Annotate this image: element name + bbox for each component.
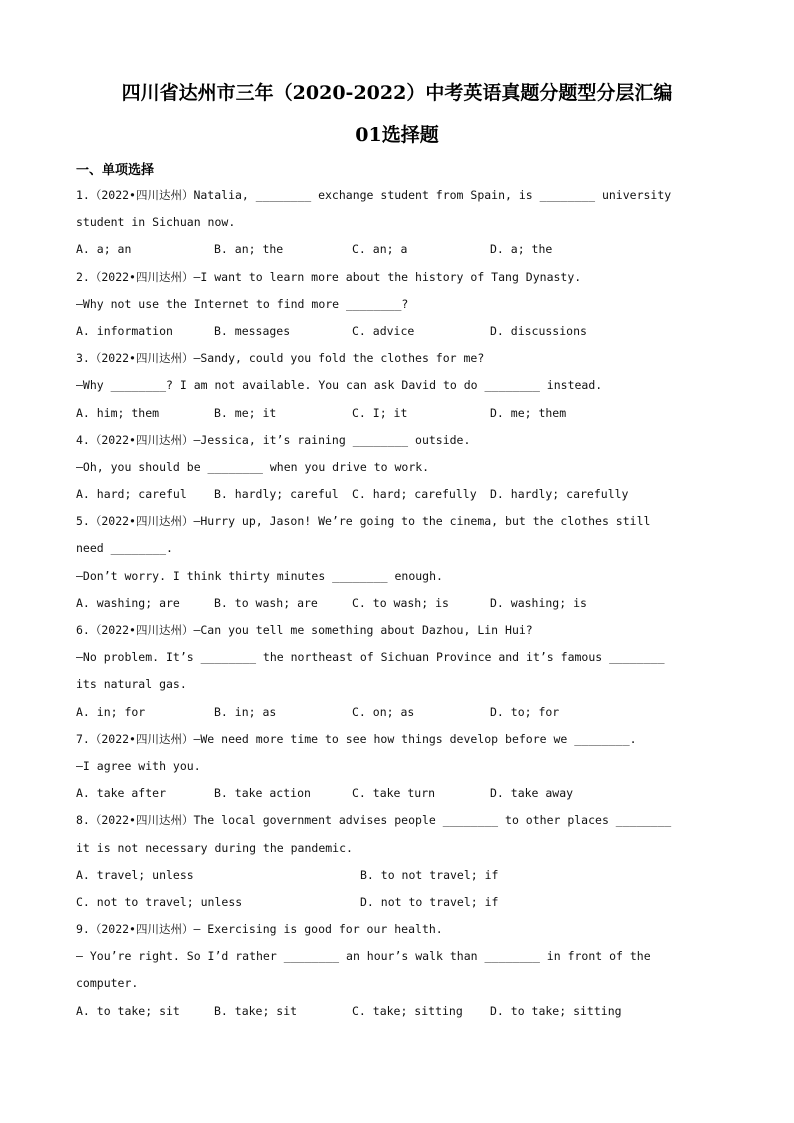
option-c: C. hard; carefully — [352, 487, 477, 502]
question-stem: 3.（2022•四川达州）—Sandy, could you fold the clothes for me? — [76, 351, 485, 366]
question-line: —Oh, you should be ________ when you drive to work. — [76, 459, 430, 474]
question-line: it is not necessary during the pandemic. — [76, 840, 353, 855]
question-item — [76, 264, 706, 346]
option-d: D. to take; sitting — [490, 1003, 622, 1018]
option-b: B. hardly; careful — [214, 487, 339, 502]
option-b: B. take; sit — [214, 1003, 298, 1018]
option-b: B. messages — [214, 323, 291, 338]
question-line: —Why ________? I am not available. You can ask David to do ________ instead. — [76, 378, 603, 393]
question-line: computer. — [76, 976, 139, 991]
question-item — [76, 508, 706, 617]
question-item — [76, 427, 706, 509]
option-c: C. advice — [352, 323, 415, 338]
option-d: D. a; the — [490, 242, 553, 257]
option-d: D. hardly; carefully — [490, 487, 629, 502]
question-line: —Why not use the Internet to find more ________? — [76, 296, 409, 311]
question-line: —Don’t worry. I think thirty minutes ________ enough. — [76, 568, 443, 583]
option-b: B. to not travel; if — [360, 867, 499, 882]
option-a: A. take after — [76, 786, 167, 801]
options-row — [76, 236, 706, 263]
options-row — [76, 998, 706, 1025]
option-c: C. an; a — [352, 242, 408, 257]
question-item — [76, 726, 706, 808]
question-item — [76, 807, 706, 916]
question-stem: 6.（2022•四川达州）—Can you tell me something about Dazhou, Lin Hui? — [76, 623, 533, 637]
option-d: D. washing; is — [490, 595, 587, 610]
question-line: its natural gas. — [76, 677, 187, 692]
options-row — [76, 590, 706, 617]
options-row — [76, 862, 706, 889]
question-stem: 2.（2022•四川达州）—I want to learn more about the history of Tang Dynasty. — [76, 269, 582, 284]
option-d: D. to; for — [490, 704, 560, 719]
option-c: C. on; as — [352, 704, 415, 719]
options-row — [76, 481, 706, 508]
question-line: —I agree with you. — [76, 758, 201, 773]
option-d: D. not to travel; if — [360, 894, 499, 909]
option-b: B. to wash; are — [214, 595, 318, 610]
option-a: A. information — [76, 323, 173, 338]
option-b: B. in; as — [214, 704, 277, 719]
question-stem: 7.（2022•四川达州）—We need more time to see how things develop before we ________. — [76, 731, 637, 746]
option-b: B. take action — [214, 786, 311, 801]
question-item — [76, 182, 706, 264]
question-line: —No problem. It’s ________ the northeast of Sichuan Province and it’s famous ________ — [76, 650, 665, 665]
option-a: A. to take; sit — [76, 1003, 180, 1018]
option-b: B. me; it — [214, 405, 277, 420]
options-row — [76, 318, 706, 345]
option-c: C. I; it — [352, 405, 408, 420]
section-heading: 一、单项选择 — [76, 163, 155, 178]
option-a: A. him; them — [76, 405, 160, 420]
options-row — [76, 400, 706, 427]
option-c: C. not to travel; unless — [76, 894, 243, 909]
options-row — [76, 699, 706, 726]
option-c: C. take turn — [352, 786, 436, 801]
question-stem: 1.（2022•四川达州）Natalia, ________ exchange student from Spain, is ________ university — [76, 188, 672, 202]
question-stem: 5.（2022•四川达州）—Hurry up, Jason! We’re going to the cinema, but the clothes still — [76, 514, 651, 529]
option-b: B. an; the — [214, 242, 284, 257]
options-row — [76, 780, 706, 807]
option-d: D. take away — [490, 786, 574, 801]
question-line: student in Sichuan now. — [76, 215, 236, 230]
option-d: D. me; them — [490, 405, 567, 420]
question-item — [76, 345, 706, 427]
document-subtitle: 01选择题 — [355, 124, 439, 146]
option-a: A. hard; careful — [76, 487, 187, 502]
question-list — [76, 182, 706, 1025]
question-stem: 8.（2022•四川达州）The local government advises people ________ to other places ________ — [76, 813, 672, 828]
question-item — [76, 916, 706, 1025]
option-c: C. take; sitting — [352, 1003, 463, 1018]
option-a: A. a; an — [76, 242, 132, 257]
option-a: A. travel; unless — [76, 867, 194, 882]
option-d: D. discussions — [490, 323, 587, 338]
option-c: C. to wash; is — [352, 595, 449, 610]
option-a: A. washing; are — [76, 595, 180, 610]
question-item — [76, 617, 706, 726]
question-line: — You’re right. So I’d rather ________ an hour’s walk than ________ in front of the — [76, 949, 651, 964]
question-line: need ________. — [76, 541, 173, 556]
question-stem: 4.（2022•四川达州）—Jessica, it’s raining ________ outside. — [76, 432, 471, 447]
document-title: 四川省达州市三年（2020-2022）中考英语真题分题型分层汇编 — [121, 82, 673, 104]
options-row — [76, 889, 706, 916]
option-a: A. in; for — [76, 704, 146, 719]
question-stem: 9.（2022•四川达州）— Exercising is good for our health. — [76, 922, 443, 937]
